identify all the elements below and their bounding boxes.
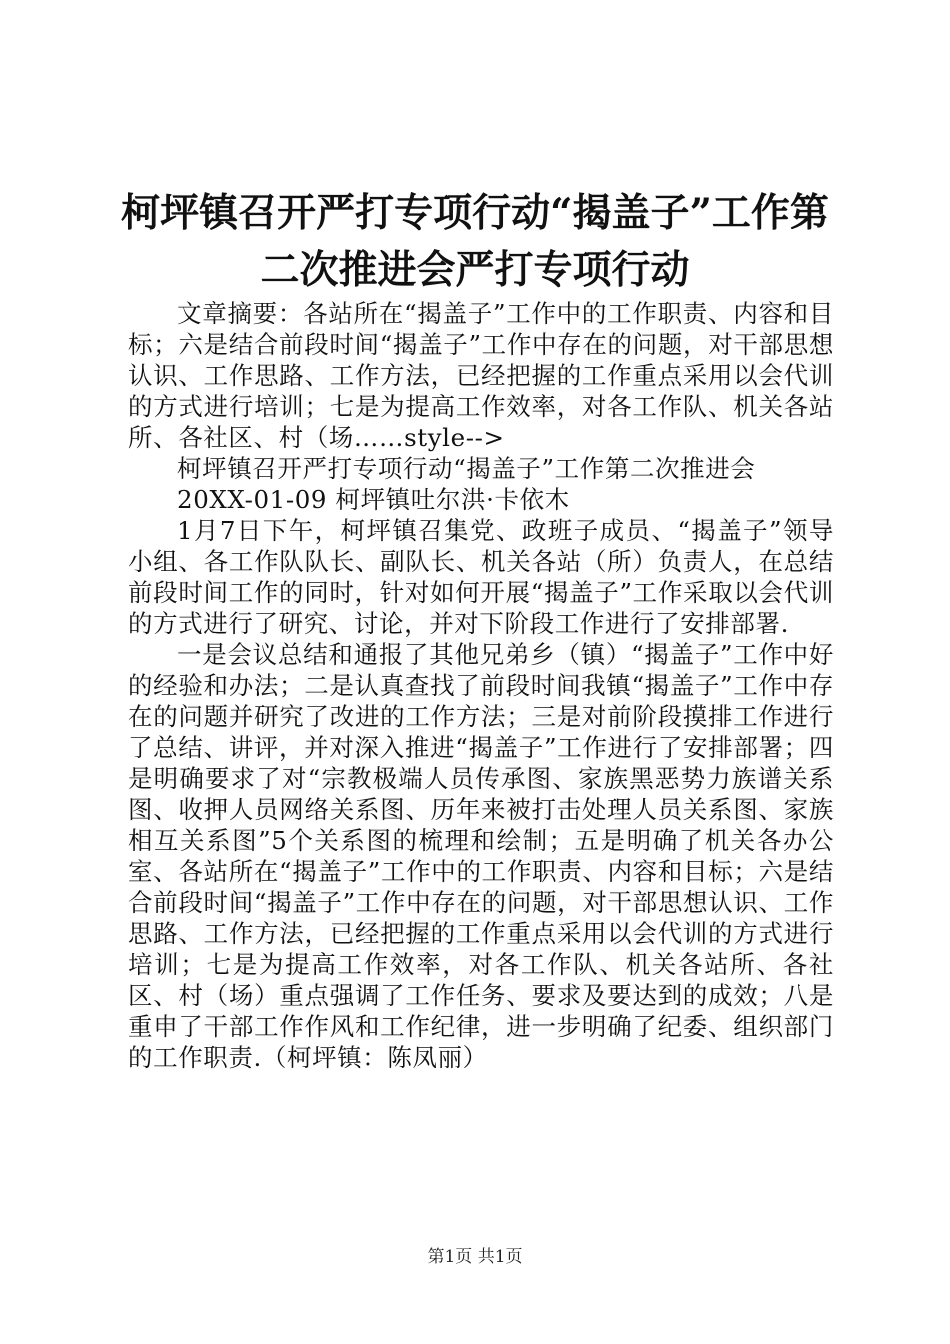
dateline: 20XX-01-09 柯坪镇吐尔洪·卡依木 — [177, 485, 570, 514]
abstract-paragraph: 文章摘要：各站所在“揭盖子”工作中的工作职责、内容和目标；六是结合前段时间“揭盖子”工作中存在的问题，对干部思想认识、工作思路、工作方法，已经把握的工作重点采用以会代训的方式进行培训；七是为提高工作效率，对各工作队、机关各站所、各社区、村（场……style--> — [128, 299, 834, 452]
document-body — [128, 298, 834, 1073]
body-paragraph-2: 一是会议总结和通报了其他兄弟乡（镇）“揭盖子”工作中好的经验和办法；二是认真查找了前段时间我镇“揭盖子”工作中存在的问题并研究了改进的工作方法；三是对前阶段摸排工作进行了总结、讲评，并对深入推进“揭盖子”工作进行了安排部署；四是明确要求了对“宗教极端人员传承图、家族黑恶势力族谱关系图、收押人员网络关系图、历年来被打击处理人员关系图、家族相互关系图”5个关系图的梳理和绘制；五是明确了机关各办公室、各站所在“揭盖子”工作中的工作职责、内容和目标；六是结合前段时间“揭盖子”工作中存在的问题，对干部思想认识、工作思路、工作方法，已经把握的工作重点采用以会代训的方式进行培训；七是为提高工作效率，对各工作队、机关各站所、各社区、村（场）重点强调了工作任务、要求及要达到的成效；八是重申了干部工作作风和工作纪律，进一步明确了纪委、组织部门的工作职责.（柯坪镇：陈凤丽） — [128, 640, 834, 1072]
subtitle-line: 柯坪镇召开严打专项行动“揭盖子”工作第二次推进会 — [177, 454, 756, 483]
page-number-footer: 第1页 共1页 — [427, 1247, 523, 1267]
document-title: 柯坪镇召开严打专项行动“揭盖子”工作第二次推进会严打专项行动 — [121, 190, 829, 293]
body-paragraph-1: 1月7日下午，柯坪镇召集党、政班子成员、“揭盖子”领导小组、各工作队队长、副队长、机关各站（所）负责人，在总结前段时间工作的同时，针对如何开展“揭盖子”工作采取以会代训的方式进行了研究、讨论，并对下阶段工作进行了安排部署. — [128, 516, 834, 638]
